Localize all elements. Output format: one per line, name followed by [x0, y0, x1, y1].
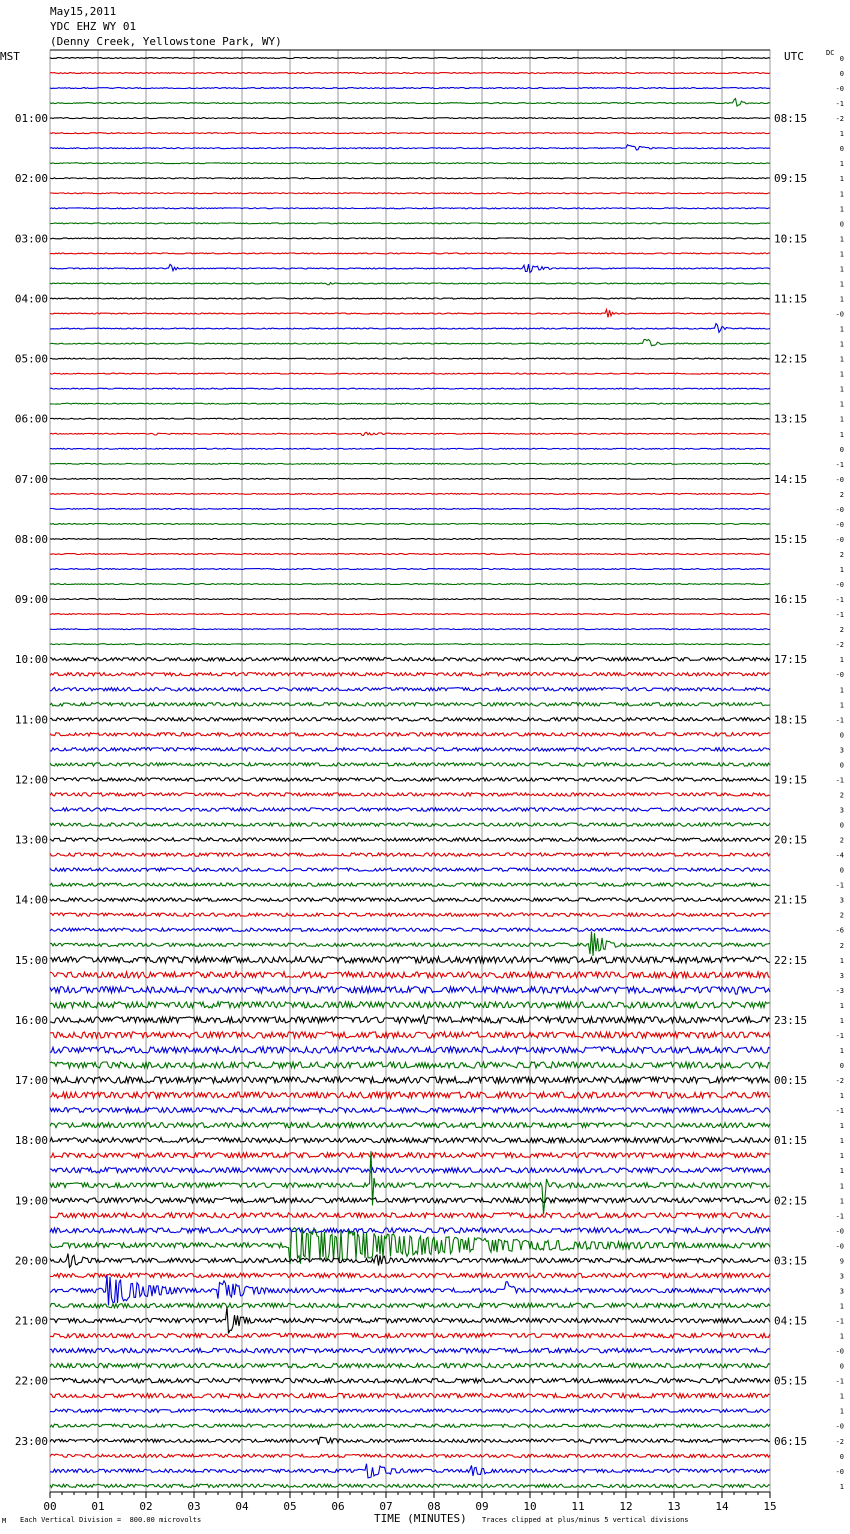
dc-offset-label: 1 [839, 1001, 844, 1010]
seismic-trace [50, 73, 770, 74]
seismic-trace [50, 584, 770, 585]
mst-hour-label: 23:00 [14, 1434, 48, 1448]
seismic-trace [50, 508, 770, 509]
seismic-trace [50, 163, 770, 164]
seismic-trace [50, 432, 770, 435]
dc-offset-label: 1 [839, 1197, 844, 1206]
x-tick-label: 06 [331, 1500, 345, 1513]
utc-hour-label: 02:15 [774, 1194, 808, 1208]
seismic-trace [50, 208, 770, 209]
dc-offset-label: -1 [835, 1317, 844, 1326]
dc-offset-label: -0 [835, 85, 844, 94]
dc-offset-label: 1 [839, 280, 844, 289]
utc-hour-label: 00:15 [774, 1074, 808, 1088]
seismic-trace [50, 763, 770, 766]
seismic-trace [50, 1303, 770, 1307]
seismic-trace [50, 264, 770, 273]
seismic-trace [50, 1363, 770, 1367]
x-tick-label: 03 [187, 1500, 201, 1513]
utc-hour-label: 09:15 [774, 172, 808, 186]
dc-offset-label: 0 [839, 55, 844, 63]
dc-offset-label: 1 [839, 295, 844, 304]
dc-offset-label: 0 [839, 1062, 844, 1071]
mst-hour-label: 14:00 [14, 893, 48, 907]
dc-offset-label: -0 [835, 310, 844, 319]
dc-offset-label: -6 [835, 926, 844, 935]
dc-offset-label: 1 [839, 686, 844, 695]
seismic-trace [50, 1484, 770, 1487]
mst-hour-label: 16:00 [14, 1013, 48, 1027]
seismic-trace [50, 388, 770, 389]
header-location: (Denny Creek, Yellowstone Park, WY) [50, 35, 282, 48]
seismic-trace [50, 418, 770, 419]
seismic-trace [50, 373, 770, 374]
mst-hour-label: 06:00 [14, 412, 48, 426]
dc-offset-label: 2 [839, 911, 844, 920]
x-tick-label: 05 [283, 1500, 297, 1513]
seismic-trace [50, 283, 770, 285]
mst-hour-label: 07:00 [14, 472, 48, 486]
seismic-trace [50, 324, 770, 333]
dc-offset-label: -0 [835, 1467, 844, 1476]
seismic-trace [50, 808, 770, 811]
dc-offset-label: 0 [839, 1362, 844, 1371]
x-axis-label: TIME (MINUTES) [374, 1512, 467, 1525]
x-tick-label: 13 [667, 1500, 681, 1513]
seismic-trace [50, 1168, 770, 1173]
x-tick-label: 12 [619, 1500, 633, 1513]
seismic-trace [50, 539, 770, 540]
mst-hour-label: 01:00 [14, 112, 48, 126]
mst-hour-label: 17:00 [14, 1074, 48, 1088]
utc-hour-label: 08:15 [774, 112, 808, 126]
mst-hour-label: 12:00 [14, 773, 48, 787]
dc-offset-label: 0 [839, 220, 844, 229]
mst-hour-label: 22:00 [14, 1374, 48, 1388]
utc-hour-label: 06:15 [774, 1434, 808, 1448]
seismic-trace [50, 1424, 770, 1427]
utc-hour-label: 14:15 [774, 472, 808, 486]
dc-offset-label: 1 [839, 1016, 844, 1025]
dc-offset-label: 1 [839, 190, 844, 199]
seismic-trace [50, 358, 770, 359]
mst-hour-label: 18:00 [14, 1134, 48, 1148]
x-tick-label: 01 [91, 1500, 105, 1513]
dc-offset-label: 1 [839, 1482, 844, 1491]
dc-offset-label: 1 [839, 1122, 844, 1131]
seismic-trace [50, 1062, 770, 1068]
dc-title: DC [826, 49, 835, 57]
seismic-trace [50, 883, 770, 886]
seismic-trace [50, 298, 770, 299]
dc-offset-label: 1 [839, 430, 844, 439]
seismic-trace [50, 1092, 770, 1098]
dc-offset-label: 0 [839, 70, 844, 79]
seismic-trace [50, 673, 770, 676]
dc-offset-label: 1 [839, 701, 844, 710]
x-tick-label: 11 [571, 1500, 585, 1513]
seismic-trace [50, 554, 770, 555]
dc-offset-label: -0 [835, 535, 844, 544]
seismic-trace [50, 1275, 770, 1305]
seismic-trace [50, 340, 770, 346]
dc-offset-label: 0 [839, 731, 844, 740]
dc-offset-label: -1 [835, 596, 844, 605]
dc-offset-label: -0 [835, 671, 844, 680]
mst-hour-label: 02:00 [14, 172, 48, 186]
seismic-trace [50, 57, 770, 58]
seismic-trace [50, 898, 770, 901]
seismic-trace [50, 88, 770, 89]
seismic-trace [50, 1198, 770, 1203]
seismic-trace [50, 133, 770, 134]
dc-offset-label: -1 [835, 1377, 844, 1386]
seismic-trace [50, 928, 770, 931]
seismic-trace [50, 463, 770, 464]
seismic-trace [50, 614, 770, 615]
seismic-trace [50, 1464, 770, 1478]
seismic-trace [50, 1378, 770, 1383]
dc-offset-label: -1 [835, 1212, 844, 1221]
mst-hour-label: 15:00 [14, 953, 48, 967]
mst-hour-label: 04:00 [14, 292, 48, 306]
seismic-trace [50, 853, 770, 856]
utc-hour-label: 20:15 [774, 833, 808, 847]
x-tick-label: 09 [475, 1500, 489, 1513]
dc-offset-label: 2 [839, 550, 844, 559]
dc-offset-label: 1 [839, 400, 844, 409]
dc-offset-label: 0 [839, 145, 844, 154]
seismic-trace [50, 193, 770, 194]
right-axis-title: UTC [784, 50, 804, 63]
seismic-trace [50, 1016, 770, 1024]
dc-offset-label: 1 [839, 205, 844, 214]
seismic-trace [50, 493, 770, 494]
seismic-trace [50, 99, 770, 106]
dc-offset-label: -0 [835, 475, 844, 484]
left-axis-title: MST [0, 50, 20, 63]
seismic-trace [50, 1138, 770, 1143]
seismic-trace [50, 1151, 770, 1214]
utc-hour-label: 23:15 [774, 1013, 808, 1027]
dc-offset-label: 1 [839, 235, 844, 244]
dc-offset-label: -1 [835, 1031, 844, 1040]
dc-offset-label: 0 [839, 821, 844, 830]
x-tick-label: 00 [43, 1500, 57, 1513]
mst-hour-label: 03:00 [14, 232, 48, 246]
x-tick-label: 07 [379, 1500, 393, 1513]
dc-offset-label: 0 [839, 866, 844, 875]
mst-hour-label: 11:00 [14, 713, 48, 727]
dc-offset-label: -4 [835, 851, 844, 860]
dc-offset-label: 1 [839, 1407, 844, 1416]
seismic-trace [50, 823, 770, 826]
dc-offset-label: 0 [839, 445, 844, 454]
mst-hour-label: 10:00 [14, 653, 48, 667]
dc-offset-label: -0 [835, 581, 844, 590]
seismic-trace [50, 688, 770, 691]
utc-hour-label: 16:15 [774, 593, 808, 607]
seismic-trace [50, 1437, 770, 1444]
dc-offset-label: 1 [839, 1092, 844, 1101]
dc-offset-label: 2 [839, 941, 844, 950]
seismic-trace [50, 523, 770, 524]
dc-offset-label: 3 [839, 746, 844, 755]
utc-hour-label: 05:15 [774, 1374, 808, 1388]
seismic-trace [50, 1077, 770, 1083]
dc-offset-label: -0 [835, 1347, 844, 1356]
utc-hour-label: 11:15 [774, 292, 808, 306]
dc-offset-label: -1 [835, 100, 844, 109]
dc-offset-label: -0 [835, 1227, 844, 1236]
dc-offset-label: 1 [839, 1332, 844, 1341]
utc-hour-label: 21:15 [774, 893, 808, 907]
dc-offset-label: -2 [835, 115, 844, 124]
seismic-trace [50, 238, 770, 239]
seismic-trace [50, 931, 770, 956]
seismic-trace [50, 793, 770, 796]
dc-offset-label: -0 [835, 1242, 844, 1251]
dc-offset-label: 1 [839, 340, 844, 349]
dc-offset-label: 3 [839, 971, 844, 980]
dc-offset-label: 1 [839, 1302, 844, 1311]
dc-offset-label: 1 [839, 325, 844, 334]
dc-offset-label: 1 [839, 1167, 844, 1176]
dc-offset-label: 1 [839, 1137, 844, 1146]
seismic-trace [50, 644, 770, 645]
seismic-trace [50, 1273, 770, 1278]
dc-offset-label: 1 [839, 1152, 844, 1161]
seismic-trace [50, 778, 770, 781]
dc-offset-label: 1 [839, 355, 844, 364]
seismic-trace [50, 838, 770, 841]
seismic-trace [50, 1123, 770, 1128]
seismic-trace [50, 718, 770, 721]
dc-offset-label: 3 [839, 1272, 844, 1281]
seismic-trace [50, 1454, 770, 1457]
mst-hour-label: 09:00 [14, 593, 48, 607]
dc-offset-label: 1 [839, 385, 844, 394]
dc-offset-label: -1 [835, 611, 844, 620]
utc-hour-label: 22:15 [774, 953, 808, 967]
dc-offset-label: 1 [839, 1392, 844, 1401]
dc-offset-label: 1 [839, 1046, 844, 1055]
dc-offset-label: 1 [839, 956, 844, 965]
seismic-trace [50, 987, 770, 995]
dc-offset-label: 1 [839, 1182, 844, 1191]
seismic-trace [50, 1047, 770, 1053]
seismic-trace [50, 478, 770, 479]
utc-hour-label: 17:15 [774, 653, 808, 667]
scale-note: Each Vertical Division = 800.00 microvolts [20, 1516, 202, 1524]
seismic-trace [50, 1307, 770, 1334]
dc-offset-label: 9 [839, 1257, 844, 1266]
clip-note: Traces clipped at plus/minus 5 vertical divisions [482, 1516, 689, 1524]
dc-offset-label: 0 [839, 761, 844, 770]
dc-offset-label: 2 [839, 791, 844, 800]
seismic-trace [50, 1032, 770, 1038]
utc-hour-label: 04:15 [774, 1314, 808, 1328]
seismic-trace [50, 178, 770, 179]
dc-offset-label: 1 [839, 265, 844, 274]
utc-hour-label: 13:15 [774, 412, 808, 426]
x-tick-label: 10 [523, 1500, 537, 1513]
dc-offset-label: 2 [839, 626, 844, 635]
seismic-trace [50, 1228, 770, 1233]
dc-offset-label: 1 [839, 160, 844, 169]
mst-hour-label: 13:00 [14, 833, 48, 847]
dc-offset-label: 1 [839, 656, 844, 665]
seismic-trace [50, 145, 770, 150]
seismic-trace [50, 403, 770, 404]
dc-offset-label: -2 [835, 1437, 844, 1446]
mst-hour-label: 21:00 [14, 1314, 48, 1328]
dc-offset-label: -0 [835, 1422, 844, 1431]
dc-offset-label: 1 [839, 370, 844, 379]
dc-offset-label: -0 [835, 520, 844, 529]
utc-hour-label: 15:15 [774, 532, 808, 546]
x-tick-label: 04 [235, 1500, 249, 1513]
seismic-trace [50, 972, 770, 978]
dc-offset-label: -3 [835, 986, 844, 995]
seismic-trace [50, 1108, 770, 1113]
dc-offset-label: -1 [835, 1107, 844, 1116]
seismic-trace [50, 748, 770, 751]
dc-offset-label: -1 [835, 776, 844, 785]
x-tick-label: 08 [427, 1500, 441, 1513]
seismic-trace [50, 223, 770, 224]
utc-hour-label: 10:15 [774, 232, 808, 246]
utc-hour-label: 18:15 [774, 713, 808, 727]
seismic-trace [50, 957, 770, 963]
seismic-trace [50, 913, 770, 916]
dc-offset-label: 0 [839, 1452, 844, 1461]
x-tick-label: 15 [763, 1500, 777, 1513]
dc-offset-label: -1 [835, 716, 844, 725]
mst-hour-label: 08:00 [14, 532, 48, 546]
x-tick-label: 02 [139, 1500, 153, 1513]
dc-offset-label: 3 [839, 1287, 844, 1296]
seismic-trace [50, 1393, 770, 1398]
seismic-trace [50, 703, 770, 706]
dc-offset-label: -1 [835, 460, 844, 469]
dc-offset-label: -0 [835, 505, 844, 514]
seismic-trace [50, 1213, 770, 1218]
seismic-trace [50, 448, 770, 449]
dc-offset-label: -1 [835, 881, 844, 890]
dc-offset-label: 3 [839, 806, 844, 815]
mst-hour-label: 19:00 [14, 1194, 48, 1208]
seismic-trace [50, 569, 770, 570]
seismic-trace [50, 253, 770, 254]
utc-hour-label: 12:15 [774, 352, 808, 366]
dc-offset-label: 3 [839, 896, 844, 905]
header-date: May15,2011 [50, 5, 117, 18]
seismic-trace [50, 1002, 770, 1008]
dc-offset-label: 1 [839, 250, 844, 259]
header-station: YDC EHZ WY 01 [50, 20, 137, 33]
dc-offset-label: 1 [839, 130, 844, 139]
utc-hour-label: 19:15 [774, 773, 808, 787]
seismic-trace [50, 310, 770, 318]
dc-offset-label: 1 [839, 415, 844, 424]
seismic-trace [50, 1348, 770, 1352]
seismic-trace [50, 868, 770, 871]
seismic-trace [50, 733, 770, 736]
seismic-trace [50, 658, 770, 661]
mst-hour-label: 20:00 [14, 1254, 48, 1268]
corner-mark: M [2, 1517, 7, 1525]
utc-hour-label: 01:15 [774, 1134, 808, 1148]
dc-offset-label: 1 [839, 566, 844, 575]
seismic-trace [50, 599, 770, 600]
mst-hour-label: 05:00 [14, 352, 48, 366]
dc-offset-label: 1 [839, 175, 844, 184]
dc-offset-label: -2 [835, 641, 844, 650]
seismic-trace [50, 629, 770, 630]
x-tick-label: 14 [715, 1500, 729, 1513]
dc-offset-label: 2 [839, 490, 844, 499]
utc-hour-label: 03:15 [774, 1254, 808, 1268]
dc-offset-label: -2 [835, 1077, 844, 1086]
dc-offset-label: 2 [839, 836, 844, 845]
seismic-trace [50, 118, 770, 119]
seismic-trace [50, 1333, 770, 1338]
seismic-trace [50, 1254, 770, 1268]
seismic-trace [50, 1409, 770, 1412]
seismic-trace [50, 1153, 770, 1158]
